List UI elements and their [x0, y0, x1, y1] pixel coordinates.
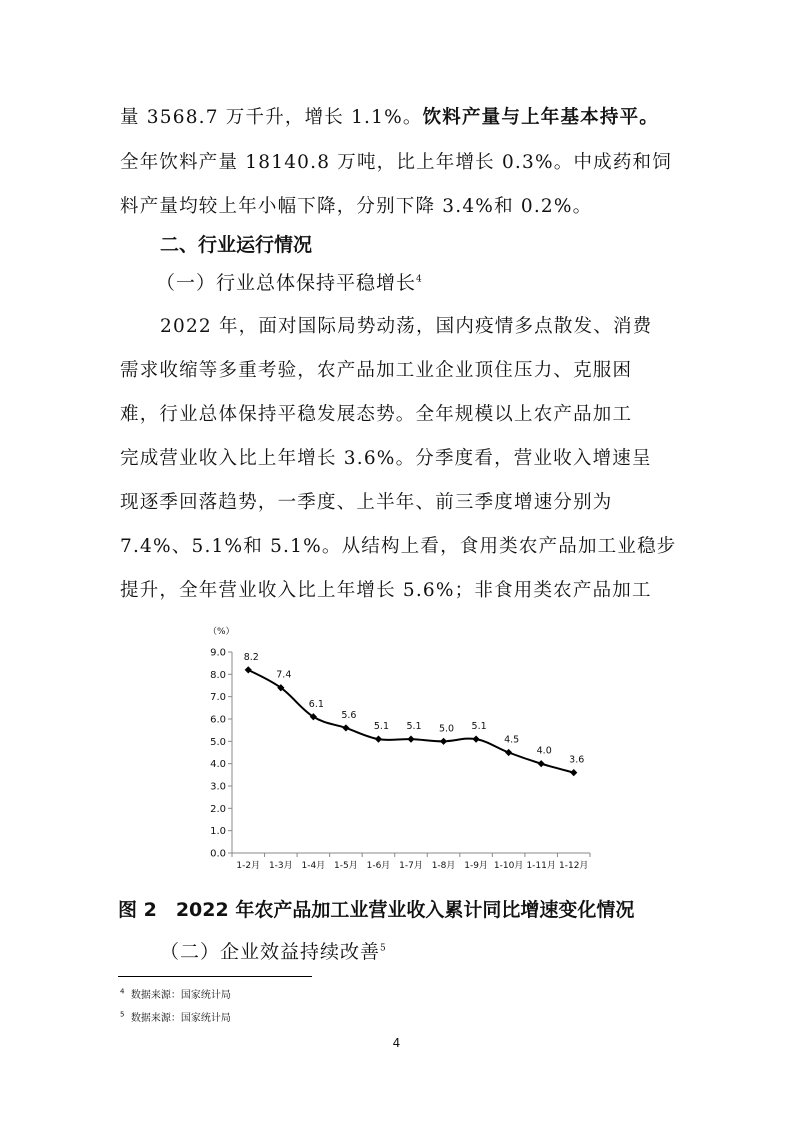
data-point-marker — [245, 666, 252, 673]
data-label: 8.2 — [243, 651, 259, 663]
x-axis — [232, 853, 590, 871]
y-tick-label: 0.0 — [210, 848, 226, 860]
x-tick-label: 1-7月 — [399, 861, 423, 871]
data-label: 5.1 — [373, 721, 390, 733]
x-tick-label: 1-4月 — [301, 861, 326, 871]
data-point-marker — [440, 738, 447, 745]
para-line-2: 需求收缩等多重考验，农产品加工业企业顶住压力、克服困 — [120, 360, 633, 381]
data-label: 5.1 — [471, 721, 487, 733]
body-line-3: 料产量均较上年小幅下降，分别下降 3.4%和 0.2%。 — [120, 196, 593, 217]
figure-caption: 图 2 2022 年农产品加工业营业收入累计同比增速变化情况 — [118, 899, 635, 921]
body-line-2: 全年饮料产量 18140.8 万吨，比上年增长 0.3%。中成药和饲 — [120, 152, 672, 173]
x-tick-label: 1-5月 — [334, 861, 358, 871]
data-point-marker — [538, 760, 545, 767]
y-axis — [210, 648, 232, 860]
data-label: 4.0 — [536, 745, 552, 757]
footnote-ref-4: 4 — [416, 274, 423, 285]
data-labels — [244, 652, 585, 766]
x-tick-label: 1-11月 — [526, 861, 556, 871]
data-point-marker — [570, 769, 577, 776]
para-line-3: 难，行业总体保持平稳发展态势。全年规模以上农产品加工 — [120, 404, 633, 425]
subsection-2-text: （二）企业效益持续改善 — [160, 941, 381, 963]
footnote-4-number: 4 — [120, 987, 125, 996]
revenue-growth-line-chart — [200, 622, 600, 880]
para-line-4: 完成营业收入比上年增长 3.6%。分季度看，营业收入增速呈 — [120, 448, 652, 469]
data-point-marker — [342, 724, 349, 731]
y-tick-label: 7.0 — [210, 692, 226, 704]
y-tick-label: 6.0 — [210, 714, 226, 726]
footnote-5-text: 数据来源：国家统计局 — [130, 1013, 231, 1024]
para-line-5: 现逐季回落趋势，一季度、上半年、前三季度增速分别为 — [120, 492, 613, 513]
footnote-4-text: 数据来源：国家统计局 — [130, 990, 231, 1001]
y-tick-label: 5.0 — [210, 736, 226, 748]
x-tick-label: 1-2月 — [236, 861, 261, 871]
y-axis-unit-label: （%） — [208, 627, 235, 637]
data-label: 7.4 — [276, 669, 292, 681]
data-label: 4.5 — [504, 734, 520, 746]
section-title: 二、行业运行情况 — [160, 234, 313, 256]
y-tick-label: 1.0 — [210, 826, 226, 838]
x-tick-label: 1-12月 — [559, 861, 589, 871]
x-tick-label: 1-6月 — [366, 861, 391, 871]
footnote-ref-5: 5 — [380, 943, 387, 954]
body-line-1b-bold: 饮料产量与上年基本持平。 — [422, 107, 659, 128]
subsection-1-text: （一）行业总体保持平稳增长 — [156, 272, 417, 294]
x-tick-label: 1-9月 — [464, 861, 488, 871]
body-line-1 — [120, 106, 659, 130]
footnote-divider — [118, 976, 312, 977]
y-tick-label: 9.0 — [210, 647, 226, 659]
footnote-5-number: 5 — [120, 1010, 125, 1019]
body-line-1a: 量 3568.7 万千升，增长 1.1%。 — [120, 107, 423, 128]
data-label: 5.6 — [341, 709, 357, 721]
y-tick-label: 3.0 — [210, 781, 226, 793]
y-tick-label: 2.0 — [210, 803, 226, 815]
data-label: 5.0 — [438, 723, 455, 735]
footnote-5 — [120, 1009, 231, 1024]
data-point-marker — [407, 736, 414, 743]
x-tick-label: 1-8月 — [431, 861, 456, 871]
para-line-7: 提升，全年营业收入比上年增长 5.6%；非食用类农产品加工 — [120, 580, 652, 601]
data-label: 6.1 — [308, 698, 324, 710]
y-tick-label: 8.0 — [210, 669, 226, 681]
data-label: 3.6 — [569, 754, 585, 766]
data-point-marker — [375, 736, 382, 743]
x-tick-label: 1-3月 — [268, 861, 293, 871]
data-label: 5.1 — [406, 721, 422, 733]
para-line-6: 7.4%、5.1%和 5.1%。从结构上看，食用类农产品加工业稳步 — [120, 536, 677, 557]
y-tick-label: 4.0 — [210, 759, 226, 771]
subsection-2-title — [160, 937, 387, 964]
x-tick-label: 1-10月 — [493, 861, 524, 871]
subsection-1-title — [156, 268, 423, 295]
footnote-4 — [120, 986, 231, 1001]
data-point-marker — [505, 749, 512, 756]
data-point-marker — [472, 736, 479, 743]
page-number: 4 — [392, 1036, 401, 1050]
para-line-1: 2022 年，面对国际局势动荡，国内疫情多点散发、消费 — [160, 316, 653, 337]
